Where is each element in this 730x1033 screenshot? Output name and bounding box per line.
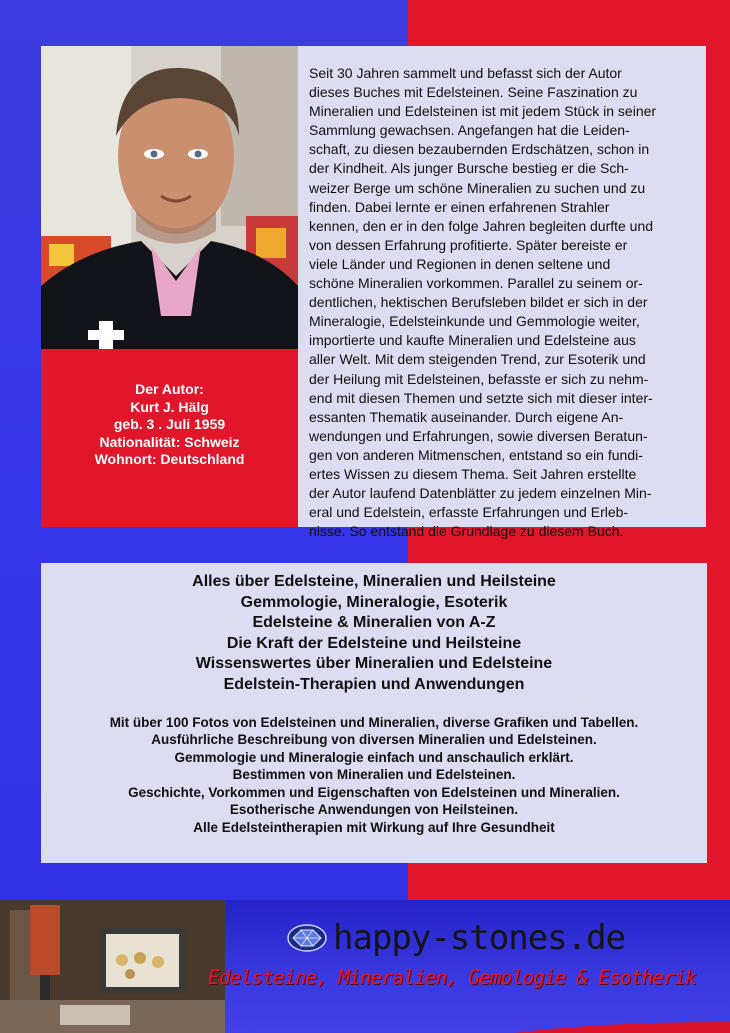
bio-line: weizer Berge um schöne Mineralien zu suchen und zu xyxy=(309,179,646,196)
feature-line: Ausführliche Beschreibung von diversen Mineralien und Edelsteinen. xyxy=(151,732,597,748)
bio-line: schaft, zu diesen bezaubernden Erdschätzen, schon in xyxy=(309,141,650,158)
feature-line: Mit über 100 Fotos von Edelsteinen und Mineralien, diverse Grafiken und Tabellen. xyxy=(109,714,639,730)
headline: Alles über Edelsteine, Mineralien und Heilsteine xyxy=(192,573,556,590)
brand-tagline: Edelsteine, Mineralien, Gemologie & Esotherik xyxy=(208,966,696,989)
headline: Die Kraft der Edelsteine und Heilsteine xyxy=(226,634,522,652)
bio-line: der Kindheit. Als junger Bursche bestieg er die Sch- xyxy=(309,160,629,177)
gem-workshop-photo xyxy=(0,900,225,1033)
bio-line: Mineralogie, Edelsteinkunde und Gemmologie weiter, xyxy=(309,313,640,330)
bio-line: der Heilung mit Edelsteinen, befasste er sich zu nehm- xyxy=(309,370,649,387)
feature-line: Gemmologie und Mineralogie einfach und anschaulich erklärt. xyxy=(174,749,574,765)
bio-line: ertes Wissen zu diesem Thema. Seit Jahren erstellte xyxy=(309,465,637,482)
feature-line: Bestimmen von Mineralien und Edelsteinen. xyxy=(232,767,516,783)
bio-line: kennen, den er in den folge Jahren begleiten durfte und xyxy=(309,217,654,234)
bio-line: finden. Dabei lernte er einen erfahrenen Strahler xyxy=(309,198,610,215)
bio-line: nisse. So entstand die Grundlage zu diesem Buch. xyxy=(309,523,624,540)
feature-line: Alle Edelsteintherapien mit Wirkung auf Ihre Gesundheit xyxy=(193,819,555,835)
bio-line: dentlichen, hektischen Berufsleben bildet er sich in der xyxy=(309,294,648,311)
bio-line: Sammlung gewachsen. Angefangen hat die Leiden- xyxy=(309,122,630,139)
bio-line: wendungen und Erfahrungen, sowie diversen Beratun- xyxy=(309,427,648,444)
author-label: Der Autor: xyxy=(135,381,204,397)
author-biography xyxy=(298,46,706,540)
bio-line: essanten Thematik auseinander. Durch eigene An- xyxy=(309,408,624,425)
headline: Gemmologie, Mineralogie, Esoterik xyxy=(240,593,508,611)
book-summary xyxy=(41,563,707,863)
feature-line: Esotherische Anwendungen von Heilsteinen. xyxy=(229,802,519,818)
bio-line: gen von anderen Mitmenschen, entstand so ein fundi- xyxy=(309,446,643,463)
author-photo xyxy=(41,46,298,349)
decorative-arc xyxy=(420,1022,730,1033)
author-residence: Wohnort: Deutschland xyxy=(94,451,245,467)
headline: Wissenswertes über Mineralien und Edelsteine xyxy=(195,655,553,673)
bio-line: der Autor laufend Datenblätter zu jedem einzelnen Min- xyxy=(309,485,652,502)
bio-line: Seit 30 Jahren sammelt und befasst sich der Autor xyxy=(309,65,622,81)
bio-line: viele Länder und Regionen in denen seltene und xyxy=(309,255,611,272)
bio-line: importierte und kaufte Mineralien und Edelsteine aus xyxy=(309,332,636,349)
author-info xyxy=(41,349,298,527)
author-nationality: Nationalität: Schweiz xyxy=(99,433,240,450)
bio-line: Mineralien und Edelsteinen ist mit jedem Stück in seiner xyxy=(309,103,657,120)
bio-line: aller Welt. Mit dem steigenden Trend, zur Esoterik und xyxy=(309,351,646,368)
bio-line: schöne Mineralien vorkommen. Parallel zu seinem or- xyxy=(309,275,643,292)
spacer xyxy=(41,696,707,714)
author-born: geb. 3 . Juli 1959 xyxy=(113,416,226,432)
bio-line: eral und Edelstein, erfasste Erfahrungen und Erleb- xyxy=(309,504,629,521)
feature-line: Geschichte, Vorkommen und Eigenschaften von Edelsteinen und Mineralien. xyxy=(128,784,620,800)
bio-line: von dessen Erfahrung profitierte. Später bereiste er xyxy=(309,236,628,253)
gemstone-icon xyxy=(287,923,327,953)
author-name: Kurt J. Hälg xyxy=(130,398,209,415)
bio-line: end mit diesen Themen und setzte sich mit dieser inter- xyxy=(309,389,653,406)
brand-logo xyxy=(287,918,625,958)
bio-line: dieses Buches mit Edelsteinen. Seine Faszination zu xyxy=(309,84,638,101)
brand-name: happy-stones.de xyxy=(333,918,626,958)
footer-banner xyxy=(0,900,730,1033)
headline: Edelstein-Therapien und Anwendungen xyxy=(223,675,525,693)
headline: Edelsteine & Mineralien von A-Z xyxy=(252,614,496,632)
